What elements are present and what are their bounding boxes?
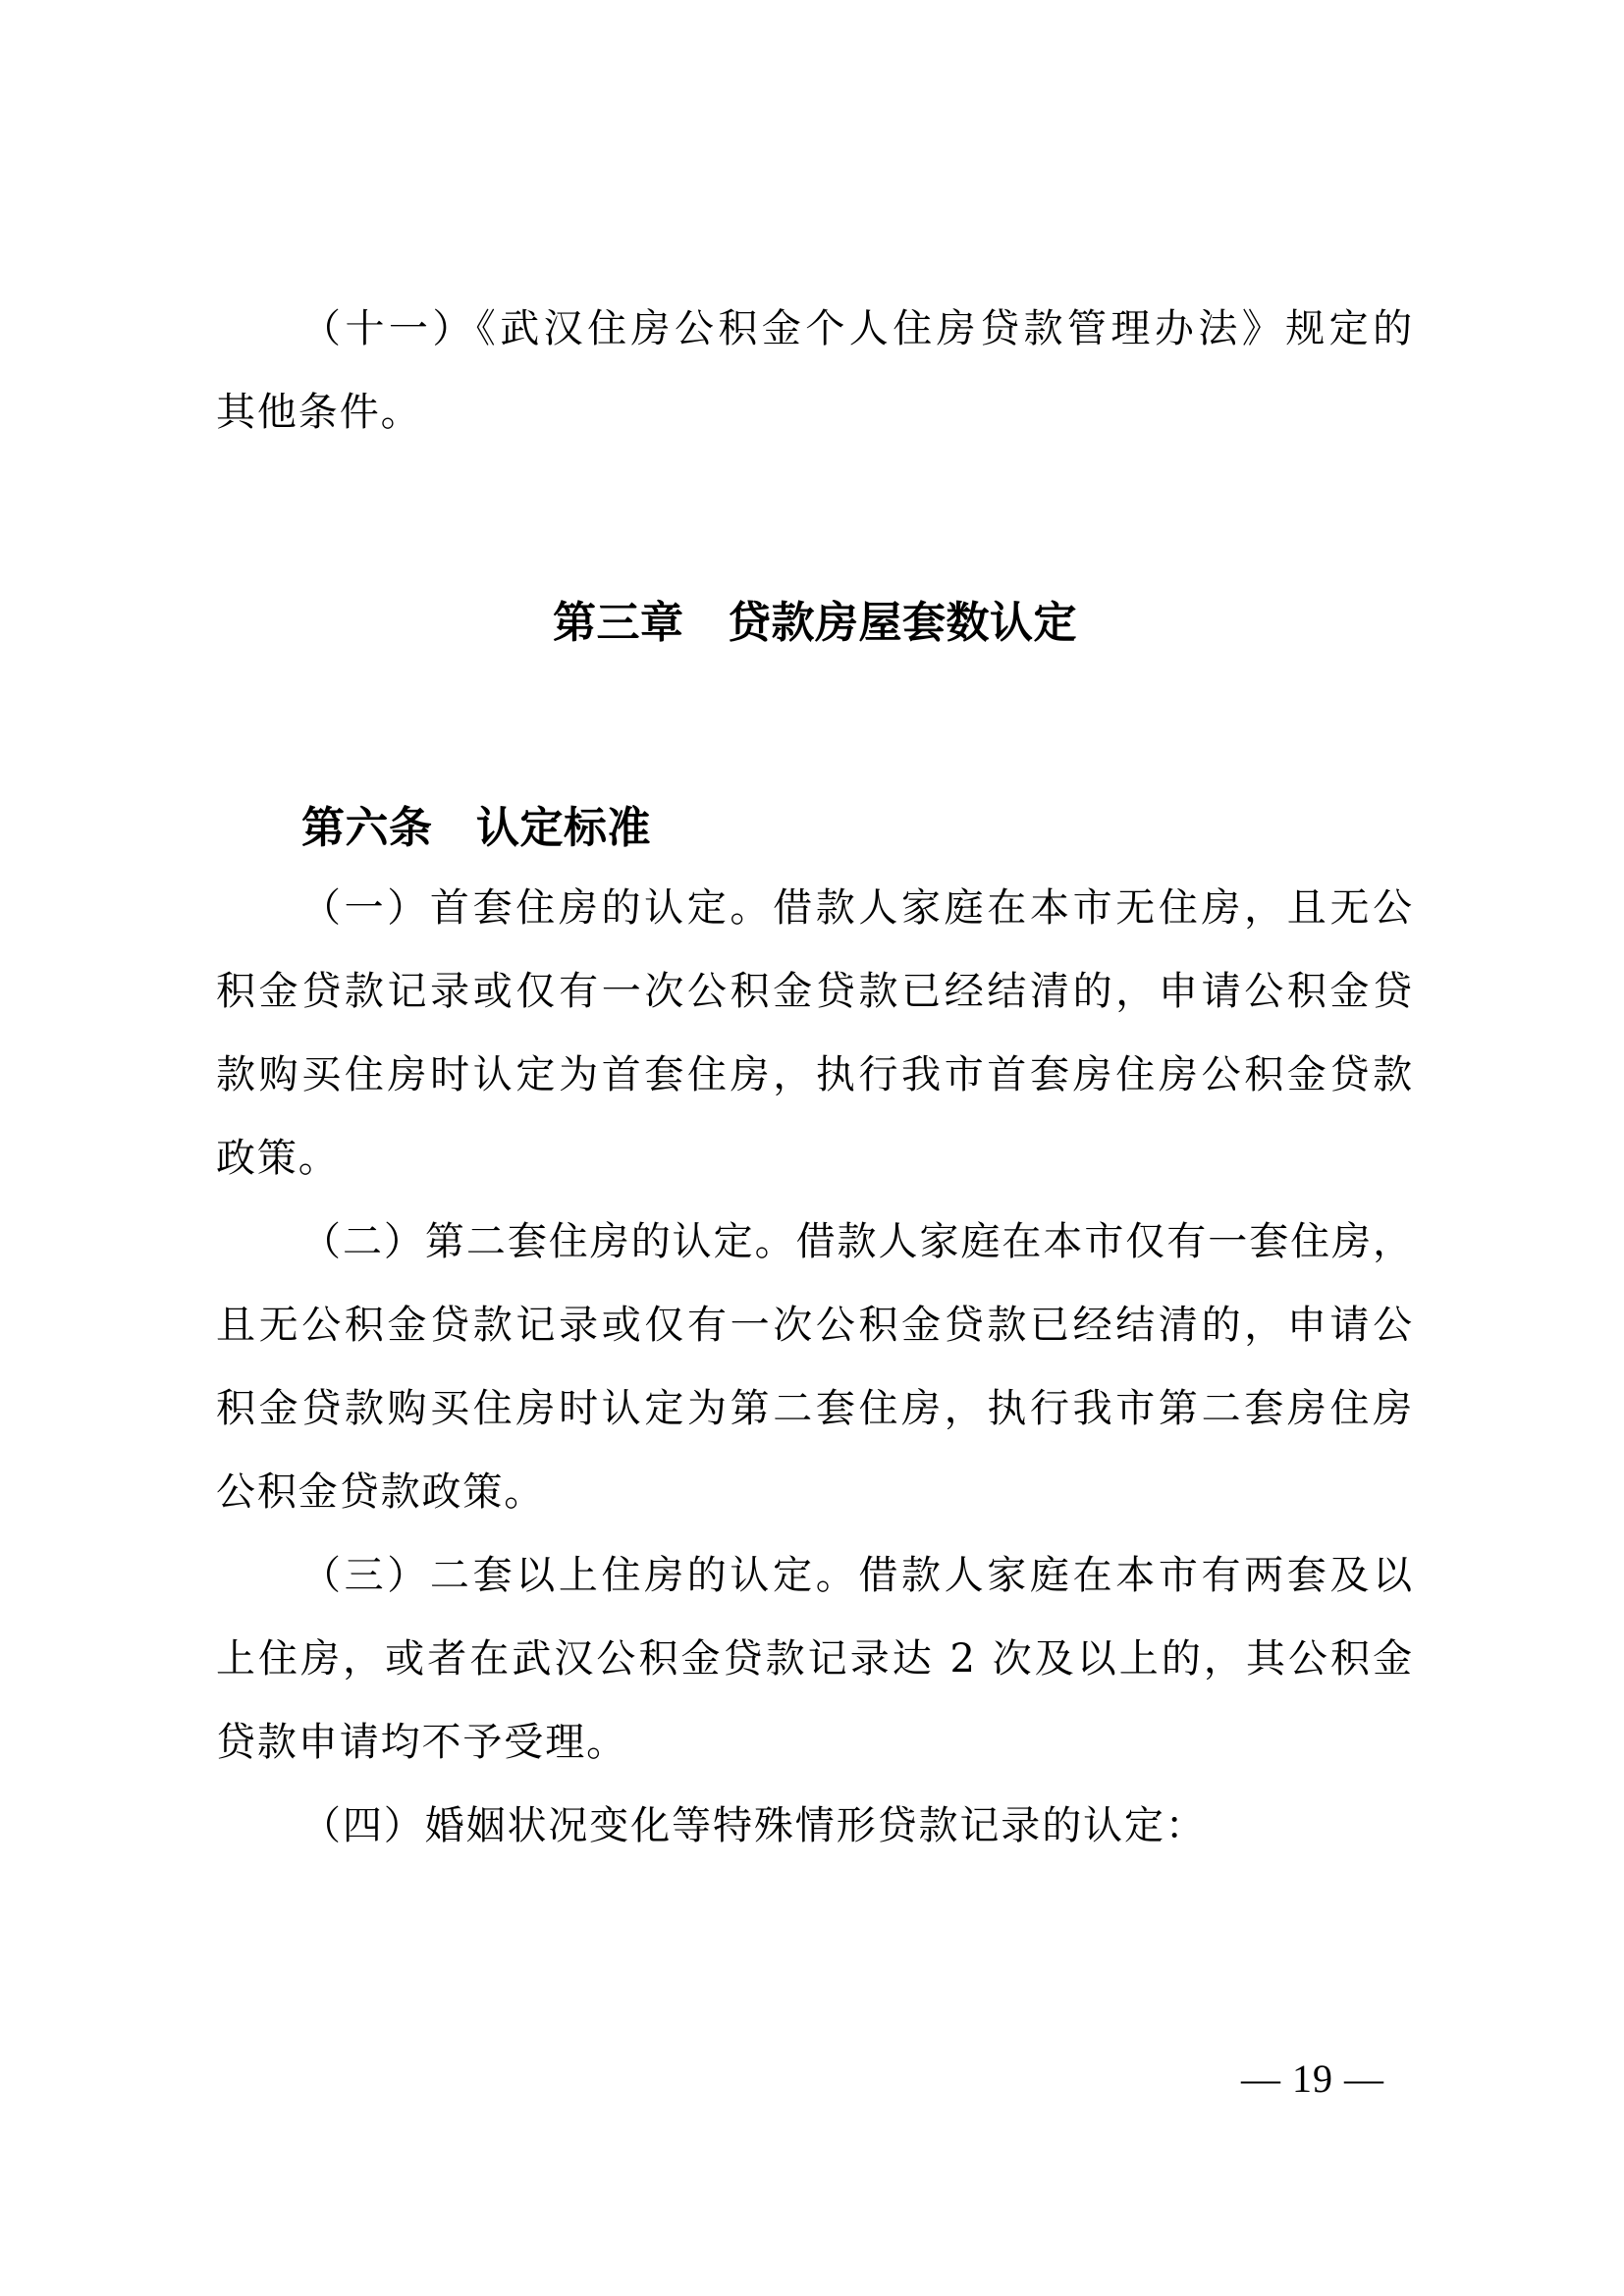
text-line: 积金贷款购买住房时认定为第二套住房，执行我市第二套房住房: [216, 1386, 1414, 1431]
item-11-other-conditions: [216, 288, 1414, 454]
text-line: 政策。: [216, 1136, 340, 1181]
item-4-marriage-status-change: [216, 1785, 1414, 1868]
document-content: [216, 0, 1414, 1868]
page-number: — 19 —: [1241, 2056, 1384, 2101]
text-line: （三）二套以上住房的认定。借款人家庭在本市有两套及以: [301, 1553, 1414, 1598]
text-line: 上住房，或者在武汉公积金贷款记录达 2 次及以上的，其公积金: [216, 1636, 1414, 1682]
text-line: 积金贷款记录或仅有一次公积金贷款已经结清的，申请公积金贷: [216, 969, 1414, 1014]
item-3-more-than-two-homes: [216, 1534, 1414, 1785]
text-line: 且无公积金贷款记录或仅有一次公积金贷款已经结清的，申请公: [216, 1303, 1414, 1348]
text-line: 其他条件。: [216, 390, 422, 435]
text-line: 贷款申请均不予受理。: [216, 1720, 627, 1765]
item-1-first-home-definition: [216, 867, 1414, 1201]
text-line: （十一）《武汉住房公积金个人住房贷款管理办法》规定的: [301, 306, 1414, 351]
text-line: （四）婚姻状况变化等特殊情形贷款记录的认定：: [301, 1803, 1207, 1848]
text-line: （二）第二套住房的认定。借款人家庭在本市仅有一套住房，: [301, 1219, 1414, 1264]
text-line: 公积金贷款政策。: [216, 1469, 546, 1515]
article-6-heading: 第六条 认定标准: [301, 803, 651, 853]
item-2-second-home-definition: [216, 1201, 1414, 1534]
chapter-3-heading: 第三章 贷款房屋套数认定: [553, 598, 1077, 648]
text-line: （一）首套住房的认定。借款人家庭在本市无住房，且无公: [301, 885, 1414, 931]
text-line: 款购买住房时认定为首套住房，执行我市首套房住房公积金贷款: [216, 1052, 1414, 1097]
